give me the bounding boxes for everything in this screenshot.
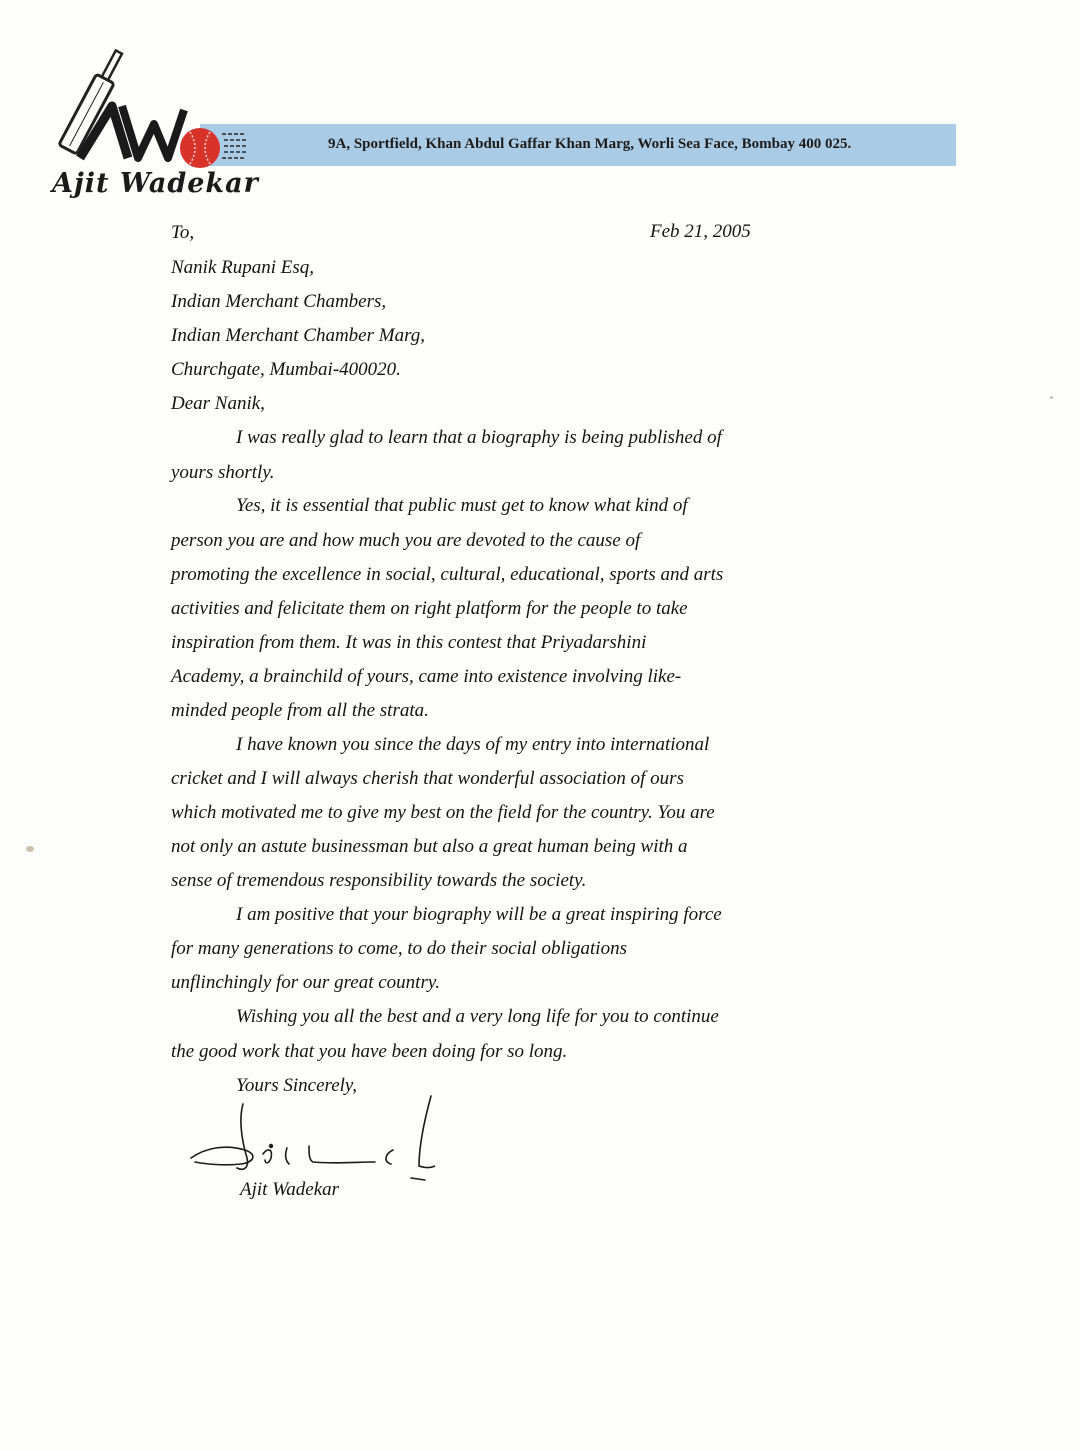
body-line: Wishing you all the best and a very long life for you to continue [236, 1006, 719, 1027]
recipient-line: Indian Merchant Chamber Marg, [171, 325, 426, 346]
scan-speck [1050, 396, 1053, 399]
body-line: cricket and I will always cherish that wonderful association of ours [171, 768, 684, 789]
letterhead-logo [50, 48, 260, 198]
body-line: promoting the excellence in social, cultural, educational, sports and arts [171, 564, 724, 585]
to-label: To, [171, 222, 195, 243]
body-line: yours shortly. [171, 462, 275, 483]
salutation: Dear Nanik, [171, 393, 265, 414]
body-line: inspiration from them. It was in this contest that Priyadarshini [171, 632, 647, 653]
body-line: sense of tremendous responsibility towards the society. [171, 870, 587, 891]
body-line: for many generations to come, to do their social obligations [171, 938, 627, 959]
cricket-bat-ball-logo-icon [50, 48, 260, 168]
body-line: person you are and how much you are devoted to the cause of [171, 530, 641, 551]
body-line: minded people from all the strata. [171, 700, 429, 721]
recipient-line: Churchgate, Mumbai-400020. [171, 359, 401, 380]
body-line: which motivated me to give my best on the field for the country. You are [171, 802, 715, 823]
body-line: I have known you since the days of my entry into international [236, 734, 710, 755]
body-line: Academy, a brainchild of yours, came into existence involving like- [171, 666, 682, 687]
body-line: unflinchingly for our great country. [171, 972, 440, 993]
letter-date: Feb 21, 2005 [650, 221, 751, 242]
recipient-line: Indian Merchant Chambers, [171, 291, 387, 312]
handwritten-signature-icon [185, 1088, 435, 1188]
recipient-line: Nanik Rupani Esq, [171, 257, 315, 278]
signatory-name: Ajit Wadekar [240, 1179, 340, 1200]
body-line: not only an astute businessman but also a great human being with a [171, 836, 688, 857]
letterhead-logo-name: Ajit Wadekar [52, 168, 259, 199]
body-line: I am positive that your biography will be a great inspiring force [236, 904, 722, 925]
scan-speck [26, 846, 34, 852]
letterhead-address: 9A, Sportfield, Khan Abdul Gaffar Khan Marg, Worli Sea Face, Bombay 400 025. [328, 136, 852, 152]
body-line: the good work that you have been doing for so long. [171, 1041, 568, 1062]
body-line: activities and felicitate them on right platform for the people to take [171, 598, 688, 619]
closing: Yours Sincerely, [236, 1075, 358, 1096]
body-line: I was really glad to learn that a biography is being published of [236, 427, 722, 448]
body-line: Yes, it is essential that public must get to know what kind of [236, 495, 688, 516]
